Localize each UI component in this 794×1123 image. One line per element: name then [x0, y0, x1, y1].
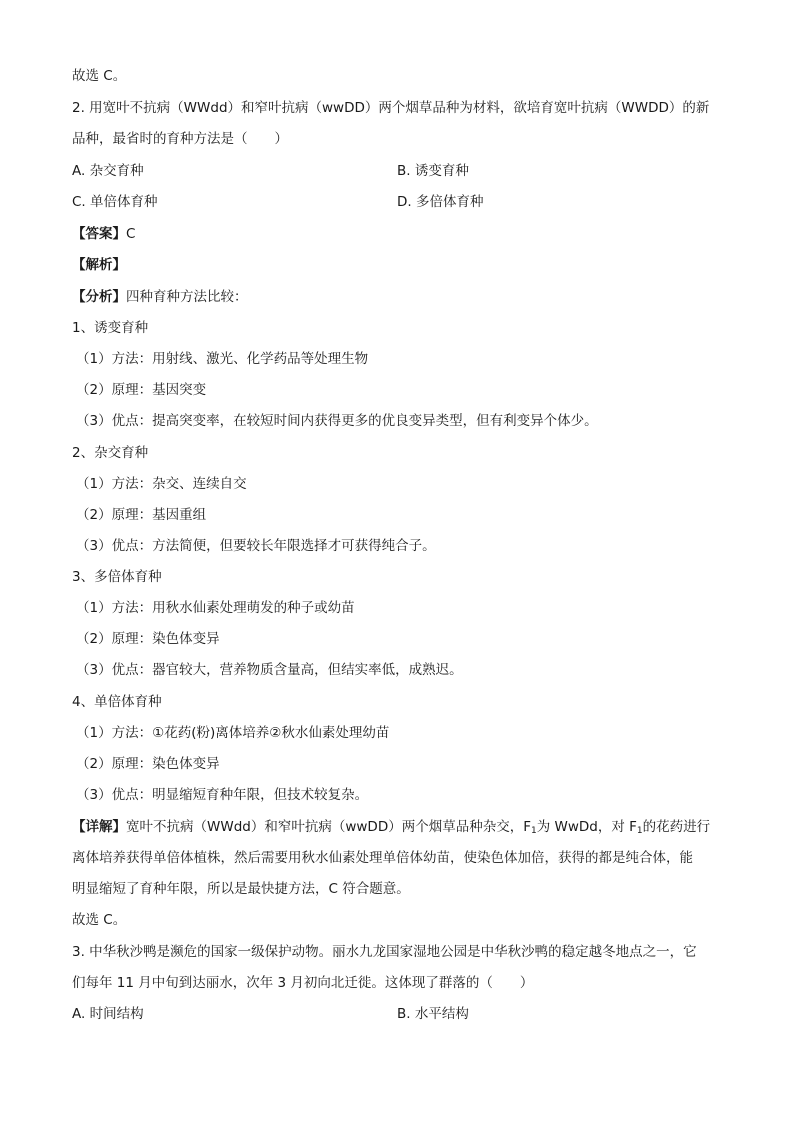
- method-2-merit: （3）优点：方法简便，但要较长年限选择才可获得纯合子。: [76, 538, 436, 554]
- fenxi-line: [72, 287, 248, 307]
- q3-stem-line1: 3. 中华秋沙鸭是濒危的国家一级保护动物。丽水九龙国家湿地公园是中华秋沙鸭的稳定越冬地点之一，它: [72, 944, 697, 960]
- method-4-title: 4、单倍体育种: [72, 694, 162, 710]
- method-2-title: 2、杂交育种: [72, 445, 149, 461]
- method-2-method: （1）方法：杂交、连续自交: [76, 476, 247, 492]
- detail-f1-sub: 1: [530, 826, 537, 836]
- method-3-principle: （2）原理：染色体变异: [76, 631, 220, 647]
- method-3-merit: （3）优点：器官较大，营养物质含量高，但结实率低，成熟迟。: [76, 662, 463, 678]
- detail-f1: F: [523, 819, 531, 835]
- detail-text-2: 为 WwDd，对: [536, 819, 630, 835]
- method-3-title: 3、多倍体育种: [72, 569, 162, 585]
- detail-f2: F: [629, 819, 637, 835]
- detail-text-1: 宽叶不抗病（WWdd）和窄叶抗病（wwDD）两个烟草品种杂交，: [126, 819, 524, 835]
- q3-option-a: A. 时间结构: [72, 1006, 144, 1022]
- fenxi-text: 四种育种方法比较：: [126, 289, 248, 305]
- q2-conclusion: 故选 C。: [72, 912, 127, 928]
- q2-option-b: B. 诱变育种: [397, 163, 469, 179]
- q2-stem-line2: 品种，最省时的育种方法是（ ）: [72, 131, 288, 147]
- detail-f2-sub: 1: [636, 826, 643, 836]
- q2-stem-line1: 2. 用宽叶不抗病（WWdd）和窄叶抗病（wwDD）两个烟草品种为材料，欲培育宽叶抗病（WWDD）的新: [72, 100, 710, 116]
- q2-option-d: D. 多倍体育种: [397, 194, 484, 210]
- prev-conclusion: 故选 C。: [72, 68, 127, 84]
- q3-stem-line2: 们每年 11 月中旬到达丽水，次年 3 月初向北迁徙。这体现了群落的（ ）: [72, 975, 534, 991]
- method-1-method: （1）方法：用射线、激光、化学药品等处理生物: [76, 351, 369, 367]
- method-4-merit: （3）优点：明显缩短育种年限，但技术较复杂。: [76, 787, 369, 803]
- q2-option-c: C. 单倍体育种: [72, 194, 158, 210]
- method-4-principle: （2）原理：染色体变异: [76, 756, 220, 772]
- analysis-tag: 【解析】: [72, 257, 126, 273]
- q3-option-b: B. 水平结构: [397, 1006, 469, 1022]
- method-3-method: （1）方法：用秋水仙素处理萌发的种子或幼苗: [76, 600, 355, 616]
- fenxi-tag: 【分析】: [72, 289, 126, 305]
- q2-option-a: A. 杂交育种: [72, 163, 144, 179]
- detail-text-3: 的花药进行: [642, 819, 711, 835]
- detail-line3: 明显缩短了育种年限，所以是最快捷方法，C 符合题意。: [72, 881, 410, 897]
- detail-line1: [72, 817, 710, 837]
- detail-line2: 离体培养获得单倍体植株，然后需要用秋水仙素处理单倍体幼苗，使染色体加倍，获得的都是纯合体，能: [72, 850, 693, 866]
- method-1-merit: （3）优点：提高突变率，在较短时间内获得更多的优良变异类型，但有利变异个体少。: [76, 413, 598, 429]
- q2-answer: [72, 224, 135, 244]
- detail-tag: 【详解】: [72, 819, 126, 835]
- method-1-title: 1、诱变育种: [72, 320, 149, 336]
- method-1-principle: （2）原理：基因突变: [76, 382, 207, 398]
- method-4-method: （1）方法：①花药(粉)离体培养②秋水仙素处理幼苗: [76, 725, 390, 741]
- answer-tag: 【答案】: [72, 226, 126, 242]
- answer-value: C: [126, 226, 136, 242]
- method-2-principle: （2）原理：基因重组: [76, 507, 207, 523]
